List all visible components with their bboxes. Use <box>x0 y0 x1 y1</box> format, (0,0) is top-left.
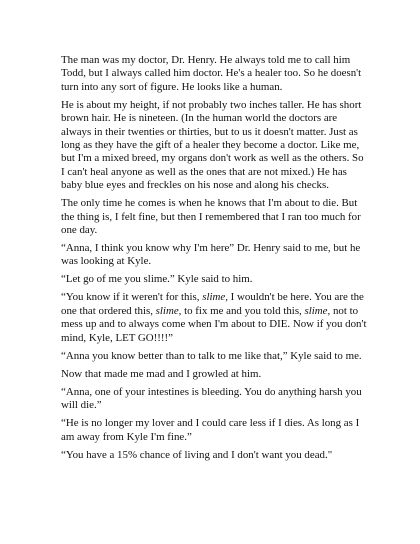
paragraph <box>61 54 367 94</box>
text-segment: I wouldn't be here. You are the one that ordered this, <box>61 291 364 317</box>
text-segment: The only time he comes is when he knows that I'm about to die. But the thing is, I felt fine, but then I remembered that I ran too much for one day. <box>61 197 361 237</box>
paragraph <box>61 417 367 444</box>
text-segment: “Anna, one of your intestines is bleeding. You do anything harsh you will die.” <box>61 385 362 412</box>
paragraph <box>61 291 367 345</box>
paragraph <box>61 242 367 269</box>
text-segment: He is about my height, if not probably two inches taller. He has short brown hair. He is nineteen. (In the human world the doctors are always in their twenties or thirties, but to us it doesn't matter. Just as long as they have the gift of a healer they become a doctor. Like me, but I'm a mixed breed, my organs don't work as well as the others. So I can't heal anyone as well as the ones that are not mixed.) He has baby blue eyes and freckles on his nose and along his checks. <box>61 98 364 192</box>
text-segment: “Anna you know better than to talk to me like that,” Kyle said to me. <box>61 349 362 362</box>
text-segment: “Anna, I think you know why I'm here” Dr. Henry said to me, but he was looking at Kyle. <box>61 242 361 268</box>
text-segment: “He is no longer my lover and I could care less if I dies. As long as I am away from Kyle I'm fine.” <box>61 417 360 443</box>
text-segment: Now that made me mad and I growled at him. <box>61 367 262 380</box>
paragraph <box>61 350 367 363</box>
text-segment: not to mess up and to always come when I'm about to DIE. Now if you don't mind, Kyle, LET GO!!!!” <box>61 304 367 344</box>
text-segment: “Let go of me you slime.” Kyle said to him. <box>61 273 253 286</box>
paragraph <box>61 368 367 381</box>
paragraph <box>61 449 367 462</box>
story-text <box>61 54 367 467</box>
italic-segment: slime, <box>202 291 228 304</box>
paragraph <box>61 197 367 237</box>
paragraph <box>61 99 367 193</box>
italic-segment: slime, <box>304 304 331 317</box>
text-segment: “You have a 15% chance of living and I don't want you dead." <box>61 448 333 461</box>
paragraph <box>61 386 367 413</box>
italic-segment: slime, <box>155 304 182 317</box>
text-segment: The man was my doctor, Dr. Henry. He always told me to call him Todd, but I always called him doctor. He's a healer too. So he doesn't turn into any sort of figure. He looks like a human. <box>61 54 362 93</box>
text-segment: “You know if it weren't for this, <box>61 291 203 304</box>
text-segment: to fix me and you told this, <box>181 304 305 317</box>
paragraph <box>61 273 367 286</box>
